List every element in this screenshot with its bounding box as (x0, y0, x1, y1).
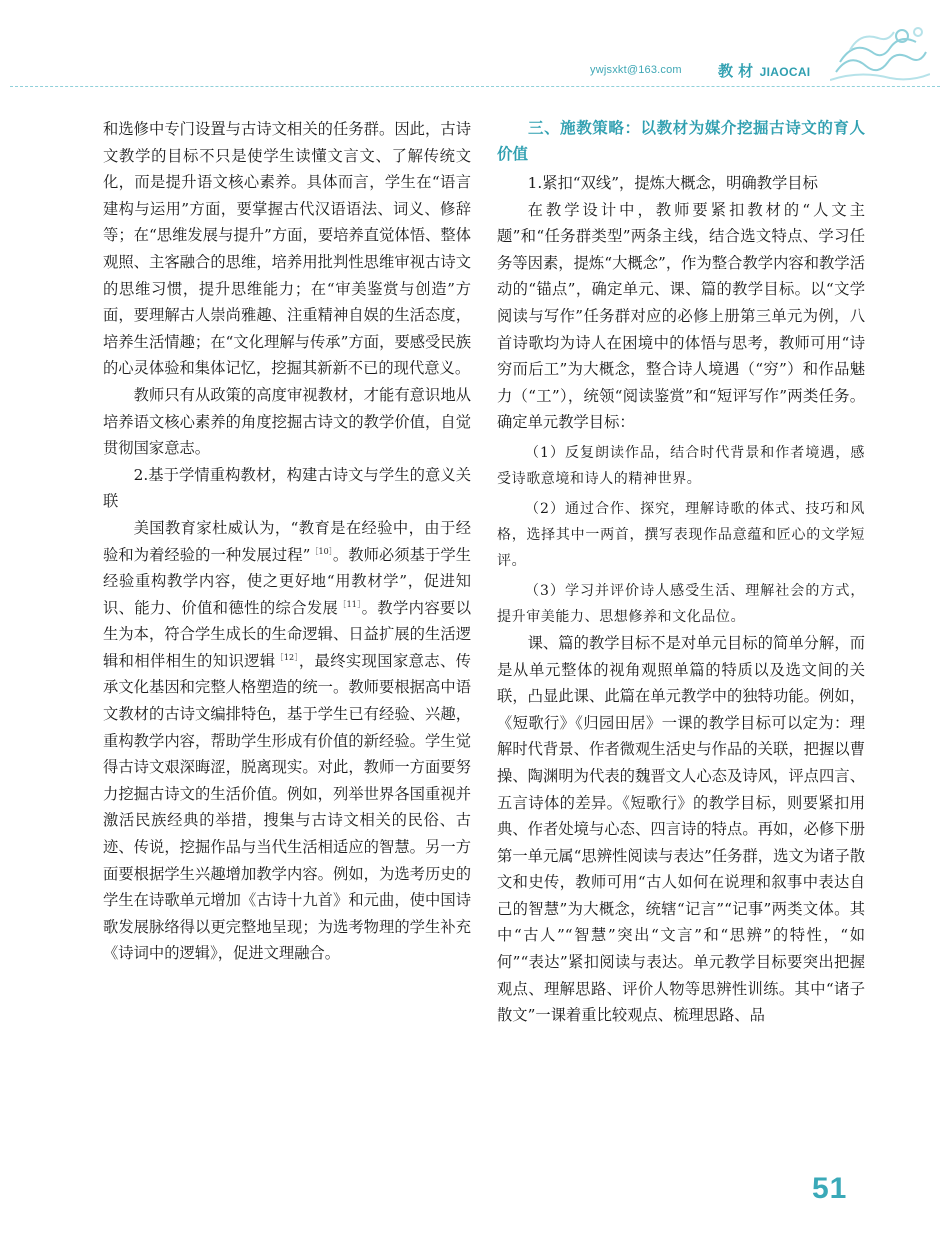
section-title-cn: 教 材 (718, 63, 754, 80)
page-header (0, 0, 950, 95)
section-title (718, 60, 810, 81)
section-heading: 三、施教策略：以教材为媒介挖掘古诗文的育人价值 (497, 120, 865, 163)
wave-decoration-icon (830, 22, 930, 84)
page-number: 51 (812, 1172, 848, 1205)
citation-ref: ［11］ (338, 599, 362, 609)
citation-ref: ［12］ (275, 652, 299, 662)
subheading: 1.紧扣“双线”，提炼大概念，明确教学目标 (527, 174, 818, 192)
subheading: 2.基于学情重构教材，构建古诗文与学生的意义关联 (103, 465, 471, 511)
right-column (497, 116, 865, 1029)
paragraph (103, 515, 471, 967)
section-title-en: JIAOCAI (759, 65, 811, 79)
left-column (103, 116, 471, 967)
goal-item: （1）反复朗读作品，结合时代背景和作者境遇，感受诗歌意境和诗人的精神世界。 (497, 444, 865, 487)
paragraph: 在教学设计中，教师要紧扣教材的“人文主题”和“任务群类型”两条主线，结合选文特点、学习任务等因素，提炼“大概念”，作为整合教学内容和教学活动的“锚点”，确定单元、课、篇的教学目标。以“文学阅读与写作”任务群对应的必修上册第三单元为例，八首诗歌均为诗人在困境中的体悟与思考，教师可用“诗穷而后工”为大概念，整合诗人境遇（“穷”）和作品魅力（“工”），统领“阅读鉴赏”和“短评写作”两类任务。确定单元教学目标： (497, 200, 865, 432)
text-run: 。教师必须基于学生经验重构教学内容，使之更好地“用教材学”，促进知识、能力、价值和德性的综合发展 (103, 545, 471, 617)
text-run: ，最终实现国家意志、传承文化基因和完整人格塑造的统一。教师要根据高中语文教材的古诗文编排特色，基于学生已有经验、兴趣，重构教学内容，帮助学生形成有价值的新经验。学生觉得古诗文艰深晦涩，脱离现实。对此，教师一方面要努力挖掘古诗文的生活价值。例如，列举世界各国重视并激活民族经典的举措，搜集与古诗文相关的民俗、古迹、传说，挖掘作品与当代生活相适应的智慧。另一方面要根据学生兴趣增加教学内容。例如，为选考历史的学生在诗歌单元增加《古诗十九首》和元曲，使中国诗歌发展脉络得以更完整地呈现；为选考物理的学生补充《诗词中的逻辑》，促进文理融合。 (103, 651, 471, 963)
text-run: 美国教育家杜威认为，“教育是在经验中，由于经验和为着经验的一种发展过程” (103, 518, 471, 564)
paragraph: 和选修中专门设置与古诗文相关的任务群。因此，古诗文教学的目标不只是使学生读懂文言文、了解传统文化，而是提升语文核心素养。具体而言，学生在“语言建构与运用”方面，要掌握古代汉语语法、词义、修辞等；在“思维发展与提升”方面，要培养直觉体悟、整体观照、主客融合的思维，培养用批判性思维审视古诗文的思维习惯，提升思维能力；在“审美鉴赏与创造”方面，要理解古人崇尚雅趣、注重精神自娱的生活态度，培养生活情趣；在“文化理解与传承”方面，要感受民族的心灵体验和集体记忆，挖掘其新新不已的现代意义。 (103, 120, 471, 378)
goal-item: （3）学习并评价诗人感受生活、理解社会的方式，提升审美能力、思想修养和文化品位。 (497, 582, 865, 625)
paragraph: 课、篇的教学目标不是对单元目标的简单分解，而是从单元整体的视角观照单篇的特质以及选文间的关联，凸显此课、此篇在单元教学中的独特功能。例如，《短歌行》《归园田居》一课的教学目标可以定为：理解时代背景、作者微观生活史与作品的关联，把握以曹操、陶渊明为代表的魏晋文人心态及诗风，评点四言、五言诗体的差异。《短歌行》的教学目标，则要紧扣用典、作者处境与心态、四言诗的特点。再如，必修下册第一单元属“思辨性阅读与表达”任务群，选文为诸子散文和史传，教师可用“古人如何在说理和叙事中表达自己的智慧”为大概念，统辖“记言”“记事”两类文体。其中“古人”“智慧”突出“文言”和“思辨”的特性，“如何”“表达”紧扣阅读与表达。单元教学目标要突出把握观点、理解思路、评价人物等思辨性训练。其中“诸子散文”一课着重比较观点、梳理思路、品 (497, 633, 865, 1025)
goal-item: （2）通过合作、探究，理解诗歌的体式、技巧和风格，选择其中一两首，撰写表现作品意蕴和匠心的文学短评。 (497, 500, 865, 569)
text-run: 。教学内容要以生为本，符合学生成长的生命逻辑、日益扩展的生活逻辑和相伴相生的知识逻辑 (103, 598, 471, 670)
citation-ref: ［10］ (310, 546, 333, 556)
journal-email: ywjsxkt@163.com (590, 64, 682, 76)
header-divider (10, 86, 940, 87)
paragraph: 教师只有从政策的高度审视教材，才能有意识地从培养语文核心素养的角度挖掘古诗文的教学价值，自觉贯彻国家意志。 (103, 385, 471, 458)
